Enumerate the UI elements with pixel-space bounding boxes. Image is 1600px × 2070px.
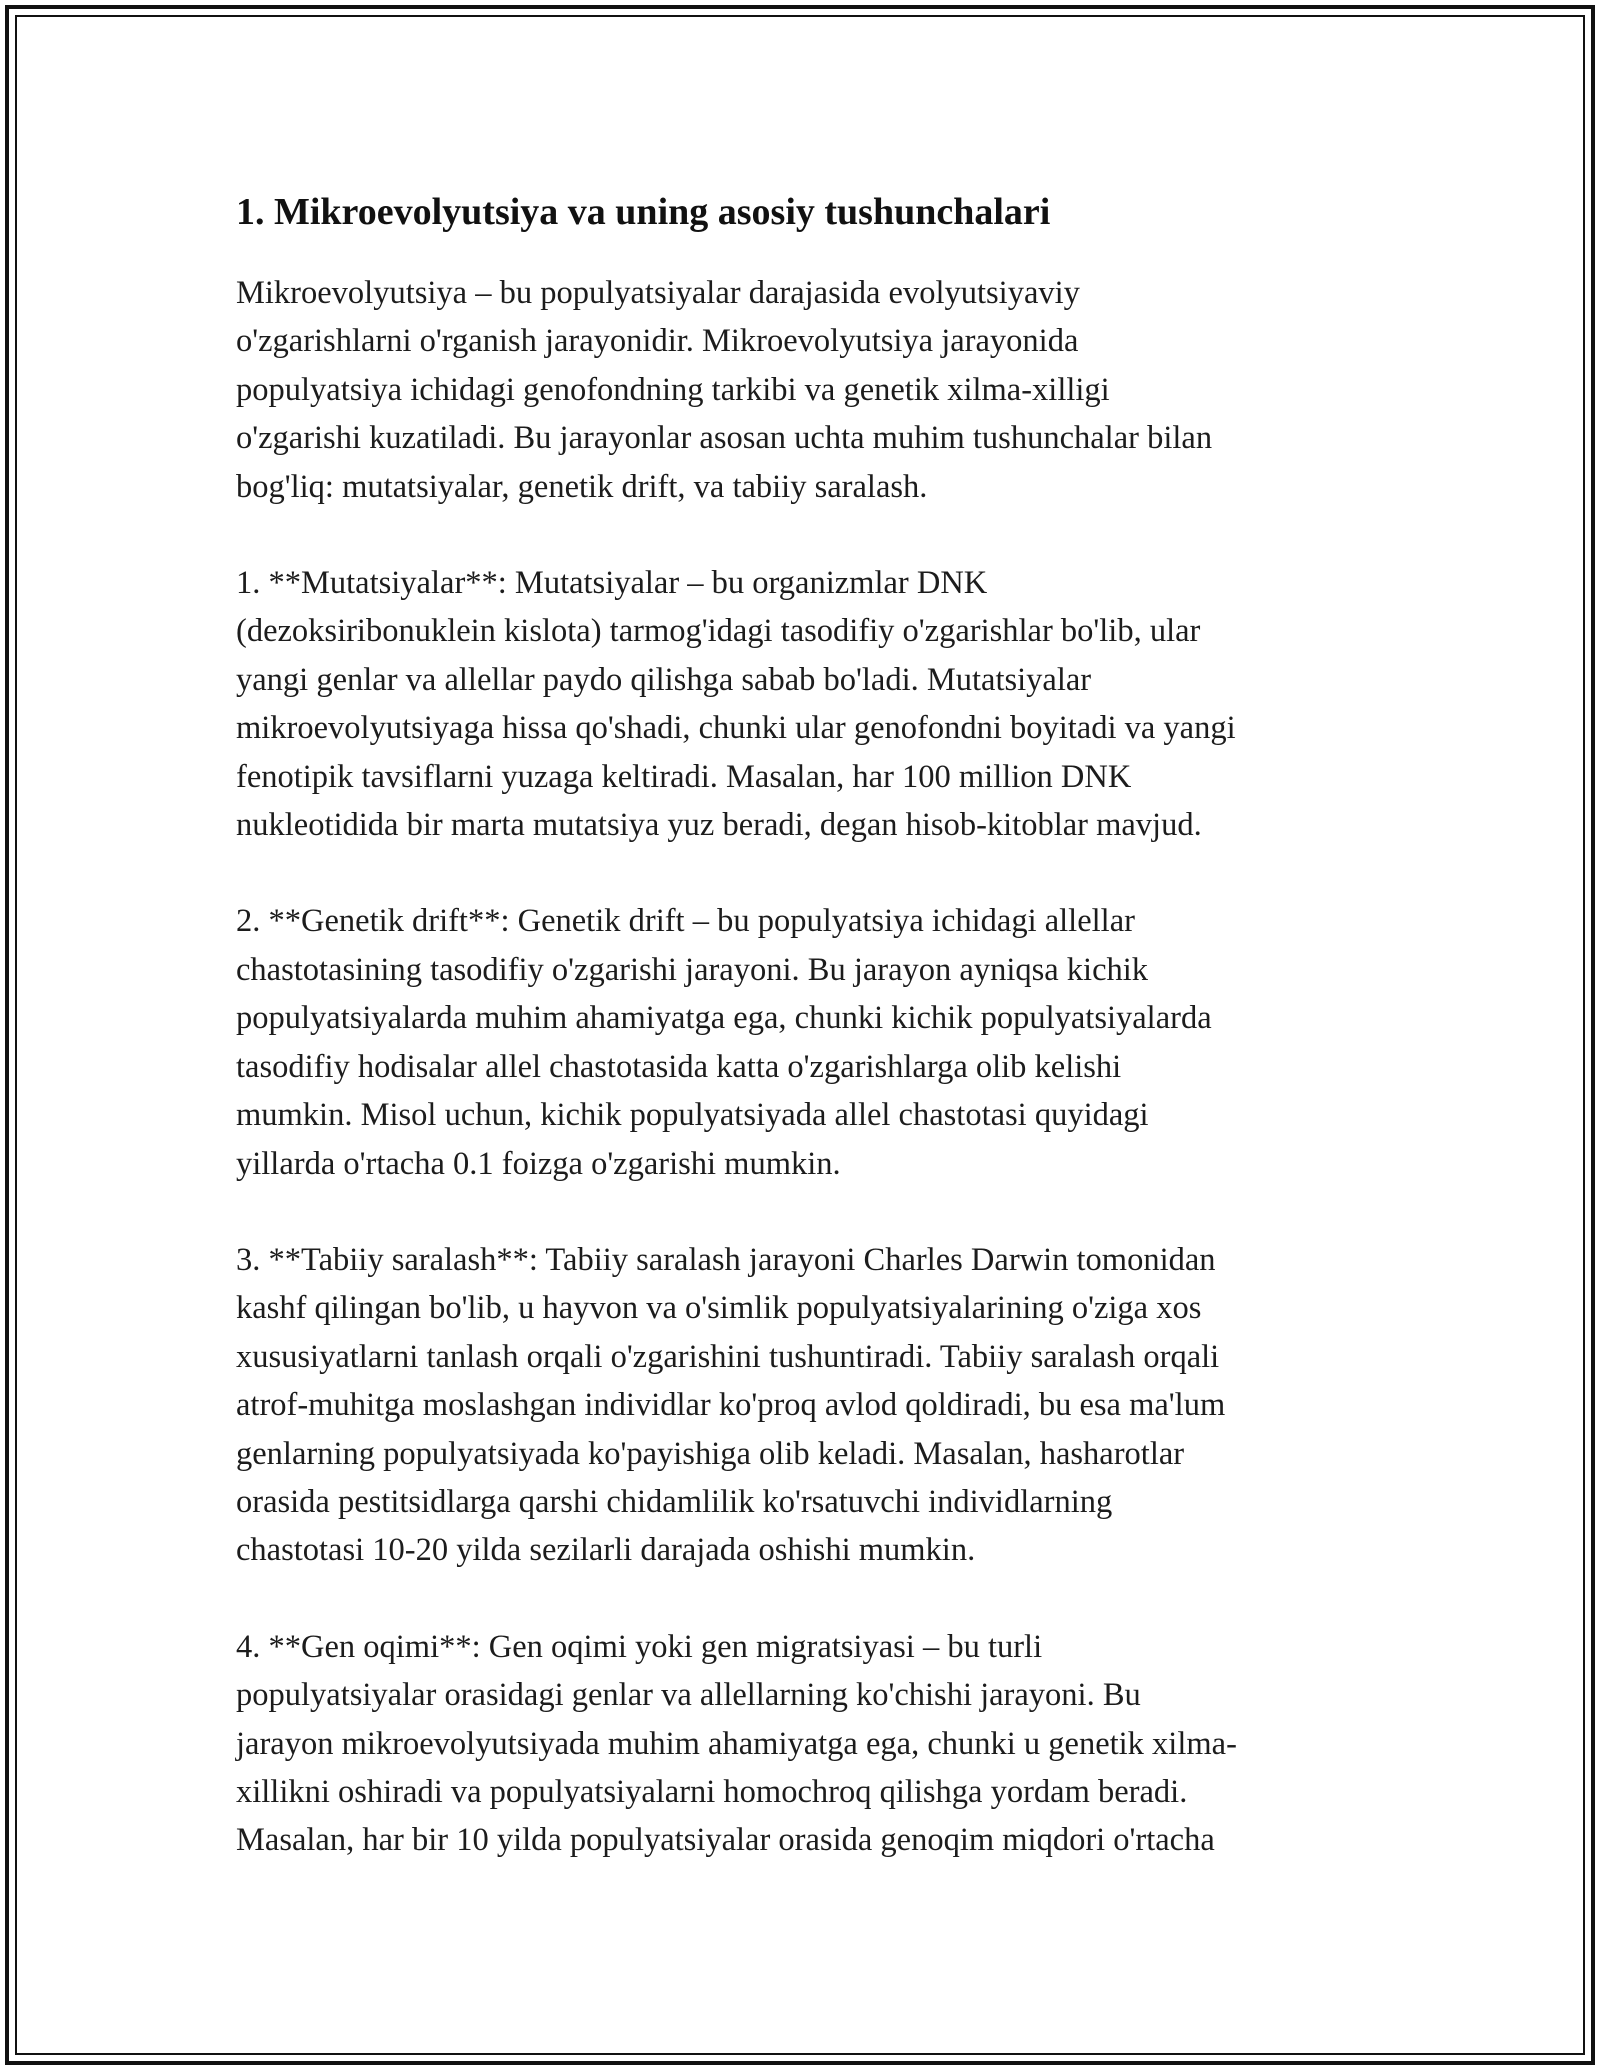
paragraph-tabiiy-saralash: 3. **Tabiiy saralash**: Tabiiy saralash jarayoni Charles Darwin tomonidan kashf qilingan bo'lib, u hayvon va o'simlik populyatsiyalarining o'ziga xos xususiyatlarni tanlash orqali o'zgarishini tushuntiradi. Tabiiy saralash orqali atrof-muhitga moslashgan individlar ko'proq avlod qoldiradi, bu esa ma'lum genlarning populyatsiyada ko'payishiga olib keladi. Masalan, hasharotlar orasida pestitsidlarga qarshi chidamlilik ko'rsatuvchi individlarning chastotasi 10-20 yilda sezilarli darajada oshishi mumkin. [236,1241,1226,1569]
paragraph-intro: Mikroevolyutsiya – bu populyatsiyalar darajasida evolyutsiyaviy o'zgarishlarni o'rganish jarayonidir. Mikroevolyutsiya jarayonida populyatsiya ichidagi genofondning tarkibi va genetik xilma-xilligi o'zgarishi kuzatiladi. Bu jarayonlar asosan uchta muhim tushunchalar bilan bog'liq: mutatsiyalar, genetik drift, va tabiiy saralash. [236,275,1213,505]
document-title: 1. Mikroevolyutsiya va uning asosiy tushunchalari [236,191,1051,233]
document-body [236,185,1386,1913]
paragraph-mutatsiyalar: 1. **Mutatsiyalar**: Mutatsiyalar – bu organizmlar DNK (dezoksiribonuklein kislota) tarmog'idagi tasodifiy o'zgarishlar bo'lib, ular yangi genlar va allellar paydo qilishga sabab bo'ladi. Mutatsiyalar mikroevolyutsiyaga hissa qo'shadi, chunki ular genofondni boyitadi va yangi fenotipik tavsiflarni yuzaga keltiradi. Masalan, har 100 million DNK nukleotidida bir marta mutatsiya yuz beradi, degan hisob-kitoblar mavjud. [236,565,1236,844]
paragraph-genetik-drift: 2. **Genetik drift**: Genetik drift – bu populyatsiya ichidagi allellar chastotasining tasodifiy o'zgarishi jarayoni. Bu jarayon ayniqsa kichik populyatsiyalarda muhim ahamiyatga ega, chunki kichik populyatsiyalarda tasodifiy hodisalar allel chastotasida katta o'zgarishlarga olib kelishi mumkin. Misol uchun, kichik populyatsiyada allel chastotasi quyidagi yillarda o'rtacha 0.1 foizga o'zgarishi mumkin. [236,903,1212,1182]
paragraph-gen-oqimi: 4. **Gen oqimi**: Gen oqimi yoki gen migratsiyasi – bu turli populyatsiyalar orasidagi genlar va allellarning ko'chishi jarayoni. Bu jarayon mikroevolyutsiyada muhim ahamiyatga ega, chunki u genetik xilma- xillikni oshiradi va populyatsiyalarni homochroq qilishga yordam beradi. Masalan, har bir 10 yilda populyatsiyalar orasida genoqim miqdori o'rtacha [236,1628,1237,1859]
